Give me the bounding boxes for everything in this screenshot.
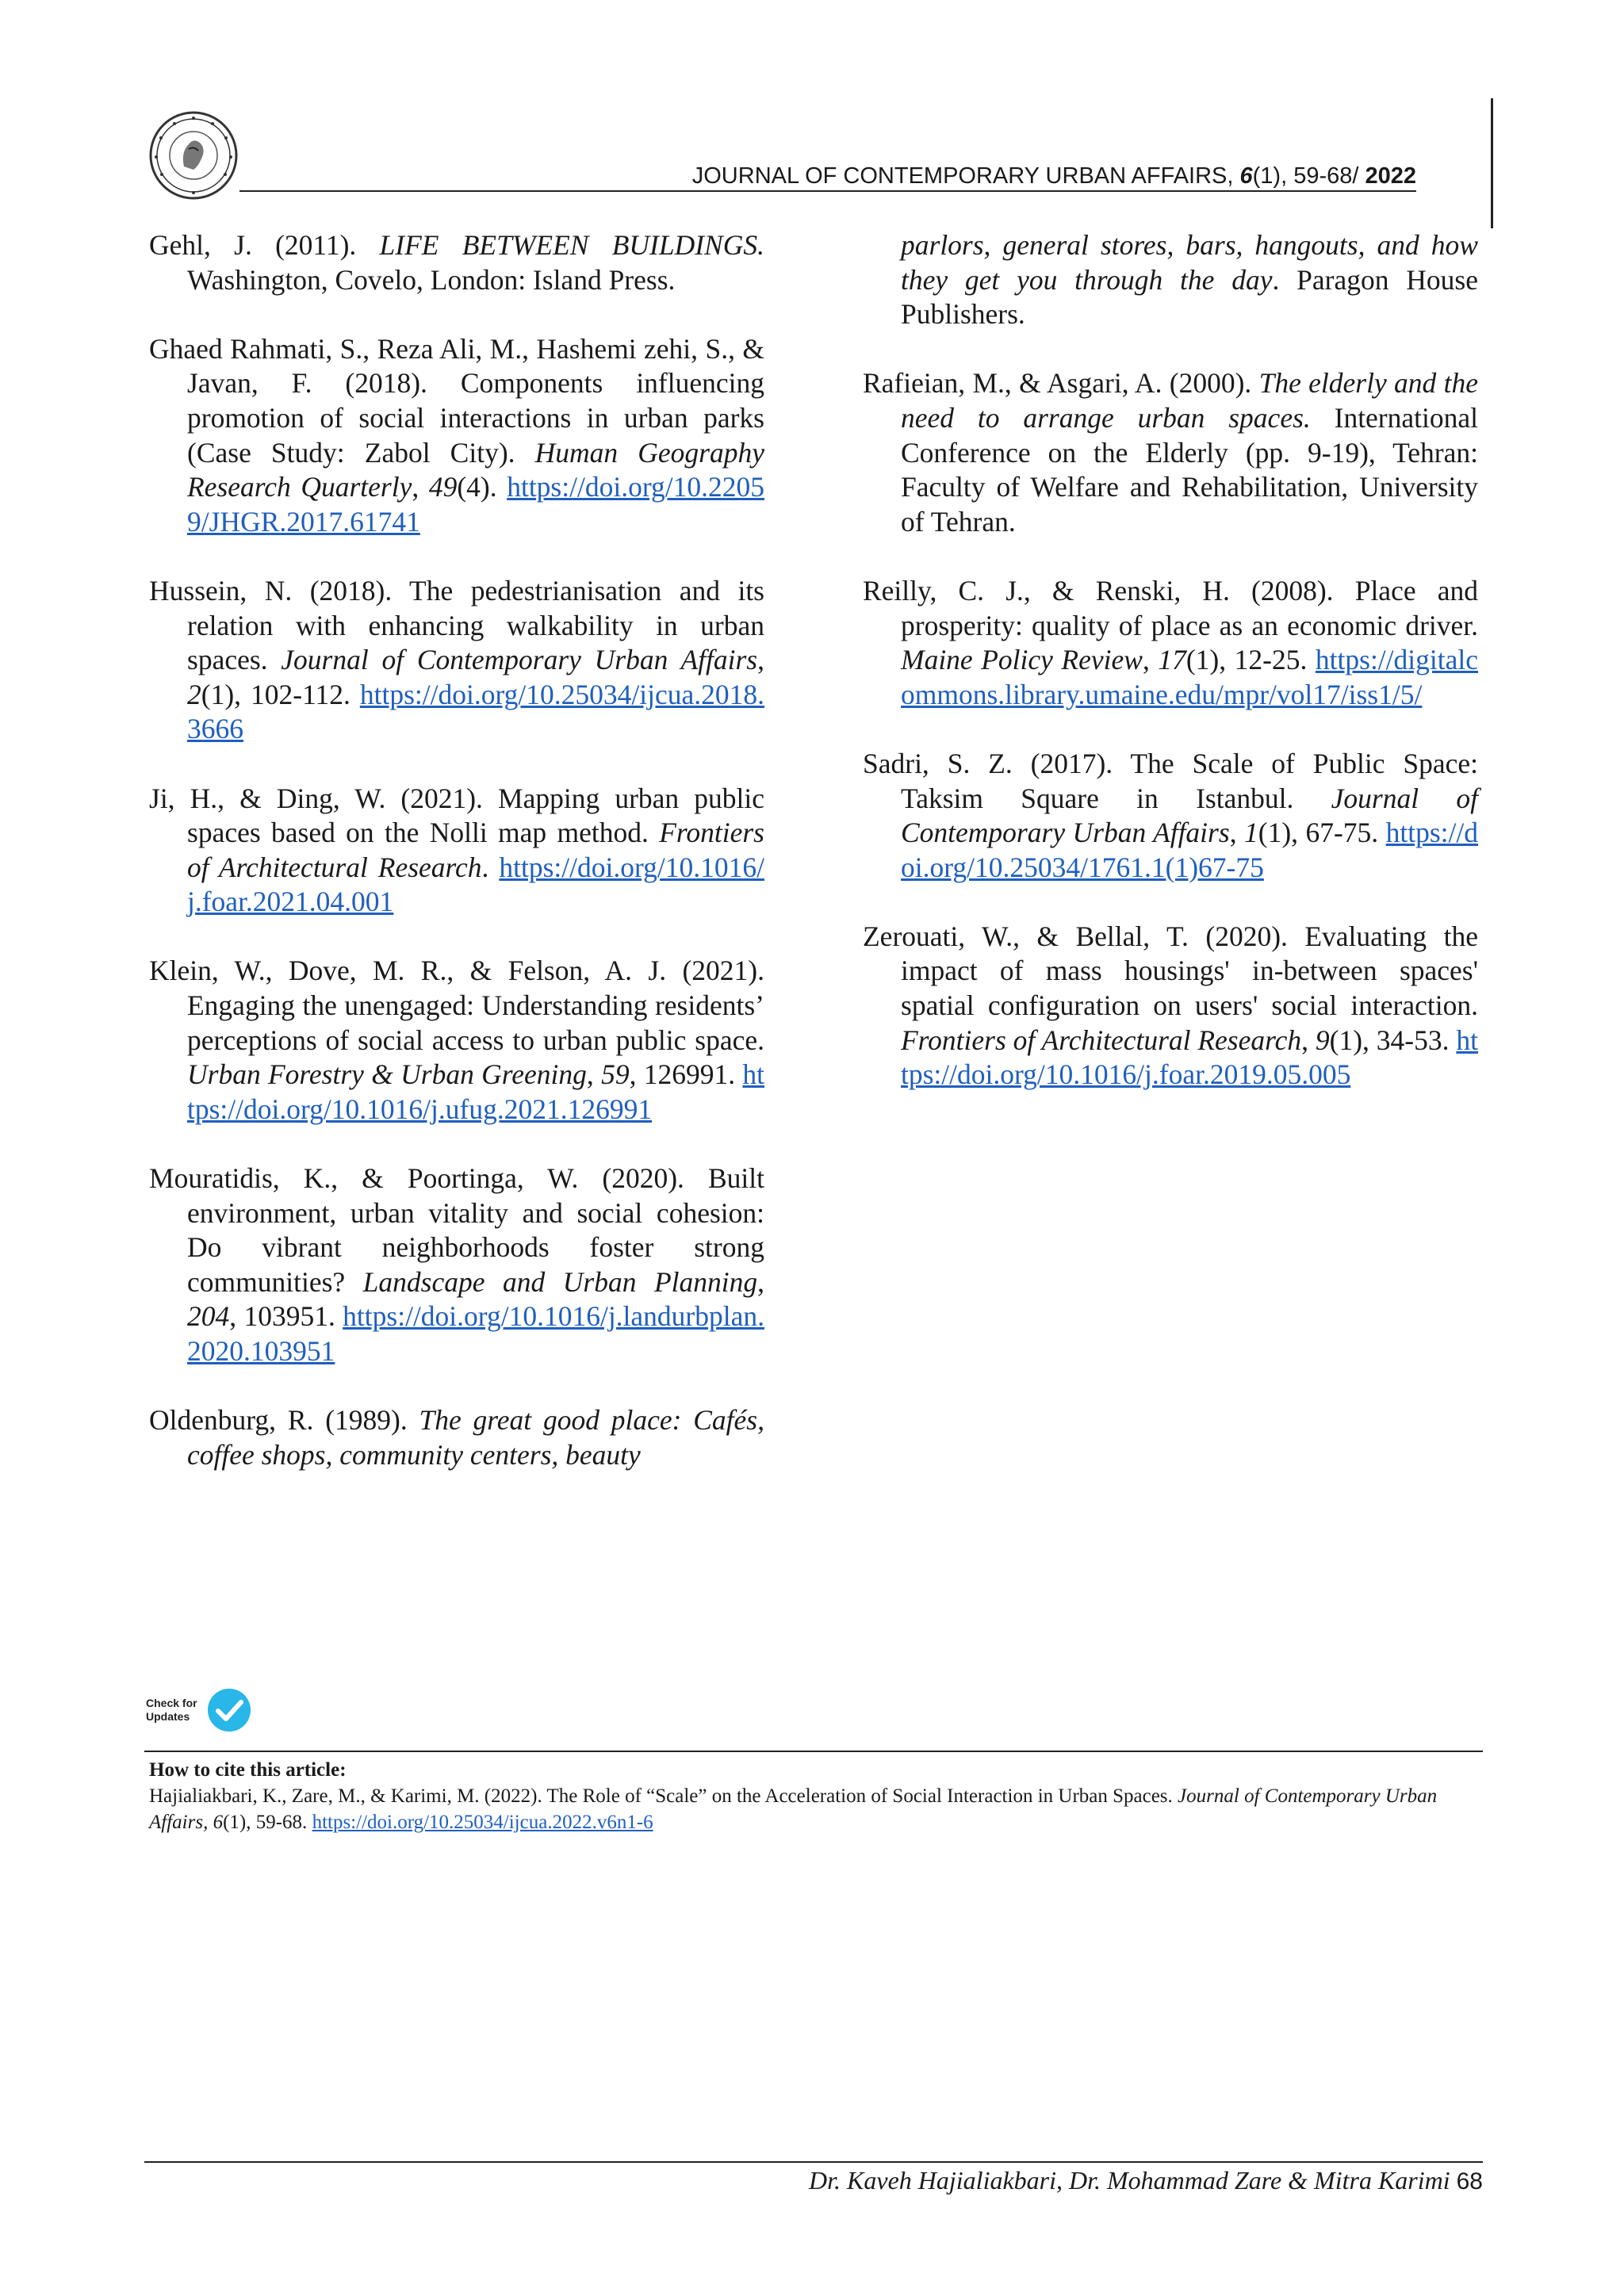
reference-zerouati: Zerouati, W., & Bellal, T. (2020). Evaluating the impact of mass housings' in-between spaces' spatial configuration on users' social interaction. Frontiers of Architectural Research, 9(1), 34-53. https://doi.org/10.1016/j.foar.2019.05.005 [863, 920, 1479, 1091]
cite-text: Hajialiakbari, K., Zare, M., & Karimi, M. (2022). The Role of “Scale” on the Acceleration of Social Interaction in Urban Spaces. Journal of Contemporary Urban Affairs, 6(1), 59-68. https://doi.org/10.25034/ijcua.2022.v6n1-6 [149, 1785, 1438, 1833]
doi-link[interactable]: https://doi.org/10.25034/ijcua.2018.3666 [187, 678, 764, 745]
citation-rule [144, 1751, 1483, 1752]
reference-hussein: Hussein, N. (2018). The pedestrianisation and its relation with enhancing walkability in urban spaces. Journal of Contemporary Urban Affairs, 2(1), 102-112. https://doi.org/10.25034/ijcua.2018.3666 [149, 574, 764, 745]
how-to-cite-block [149, 1757, 1483, 1835]
doi-link[interactable]: https://doi.org/10.1016/j.foar.2019.05.005 [901, 1024, 1479, 1091]
running-footer [684, 2166, 1483, 2195]
footer-authors: Dr. Kaveh Hajialiakbari, Dr. Mohammad Zare & Mitra Karimi [809, 2166, 1450, 2195]
references-left-column [149, 228, 764, 1472]
checkmark-icon [208, 1689, 251, 1732]
header-vertical-rule [1491, 98, 1493, 228]
badge-label: Check for Updates [146, 1697, 197, 1723]
page-number: 68 [1456, 2168, 1483, 2195]
reference-klein: Klein, W., Dove, M. R., & Felson, A. J. (2021). Engaging the unengaged: Understanding residents’ perceptions of social access to urban public space. Urban Forestry & Urban Greening, 59, 126991. https://doi.org/10.1016/j.ufug.2021.126991 [149, 955, 765, 1125]
check-for-updates-badge[interactable] [146, 1686, 254, 1733]
reference-ji: Ji, H., & Ding, W. (2021). Mapping urban public spaces based on the Nolli map method. Frontiers of Architectural Research. https://doi.org/10.1016/j.foar.2021.04.001 [149, 782, 764, 918]
doi-link[interactable]: https://doi.org/10.1016/j.landurbplan.2020.103951 [187, 1300, 764, 1367]
doi-link[interactable]: https://doi.org/10.25034/1761.1(1)67-75 [901, 817, 1479, 883]
references-right-column [863, 228, 1478, 1093]
journal-seal-logo [149, 111, 238, 200]
doi-link[interactable]: https://doi.org/10.1016/j.foar.2021.04.001 [187, 851, 764, 918]
reference-mouratidis: Mouratidis, K., & Poortinga, W. (2020). Built environment, urban vitality and social cohesion: Do vibrant neighborhoods foster strong communities? Landscape and Urban Planning, 204, 103951. https://doi.org/10.1016/j.landurbplan.2020.103951 [149, 1162, 765, 1367]
running-header: JOURNAL OF CONTEMPORARY URBAN AFFAIRS, 6(1), 59-68/ 2022 [691, 163, 1416, 189]
reference-gehl: Gehl, J. (2011). LIFE BETWEEN BUILDINGS. Washington, Covelo, London: Island Press. [149, 229, 764, 296]
doi-link[interactable]: https://doi.org/10.1016/j.ufug.2021.126991 [187, 1058, 765, 1125]
reference-sadri: Sadri, S. Z. (2017). The Scale of Public Space: Taksim Square in Istanbul. Journal of Contemporary Urban Affairs, 1(1), 67-75. https://doi.org/10.25034/1761.1(1)67-75 [863, 747, 1479, 883]
footer-rule [144, 2161, 1483, 2163]
cite-doi-link[interactable]: https://doi.org/10.25034/ijcua.2022.v6n1-6 [312, 1812, 653, 1833]
doi-link[interactable]: https://doi.org/10.22059/JHGR.2017.61741 [187, 471, 764, 538]
reference-rafieian: Rafieian, M., & Asgari, A. (2000). The elderly and the need to arrange urban spaces. International Conference on the Elderly (pp. 9-19), Tehran: Faculty of Welfare and Rehabilitation, University of Tehran. [863, 367, 1478, 538]
header-rule [239, 190, 1416, 192]
reference-oldenburg-continued: parlors, general stores, bars, hangouts, and how they get you through the day. Paragon House Publishers. [901, 229, 1478, 331]
cite-heading: How to cite this article: [149, 1759, 347, 1781]
doi-link[interactable]: https://digitalcommons.library.umaine.edu/mpr/vol17/iss1/5/ [901, 644, 1479, 710]
reference-ghaed-rahmati: Ghaed Rahmati, S., Reza Ali, M., Hashemi zehi, S., & Javan, F. (2018). Components influencing promotion of social interactions in urban parks (Case Study: Zabol City). Human Geography Research Quarterly, 49(4). https://doi.org/10.22059/JHGR.2017.61741 [149, 332, 764, 538]
reference-oldenburg: Oldenburg, R. (1989). The great good place: Cafés, coffee shops, community centers, beauty [149, 1404, 764, 1471]
reference-reilly: Reilly, C. J., & Renski, H. (2008). Place and prosperity: quality of place as an economic driver. Maine Policy Review, 17(1), 12-25. https://digitalcommons.library.umaine.edu/mpr/vol17/iss1/5/ [863, 574, 1479, 710]
